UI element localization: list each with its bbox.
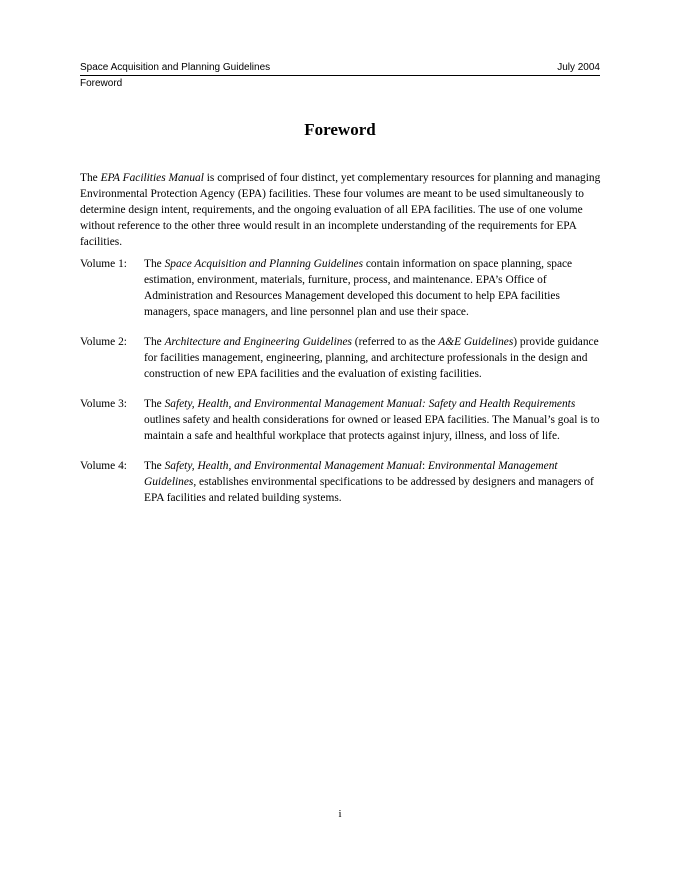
volume-item-4 (80, 458, 602, 506)
volume-text: (referred to as the (351, 336, 439, 348)
header-date: July 2004 (557, 62, 600, 73)
page-title: Foreword (304, 120, 376, 139)
volume-title: Safety, Health, and Environmental Management Manual (164, 460, 422, 472)
volume-item-3 (80, 396, 602, 444)
header-doc-title: Space Acquisition and Planning Guidelines (80, 62, 271, 73)
intro-text-2: is comprised of four distinct, yet complementary resources for planning and managing Environmental Protection Agency (EPA) facilities. These four volumes are meant to be used simultaneously to determine design intent, requirements, and the ongoing evaluation of all EPA facilities. The use of one volume without reference to the other three would result in an incomplete understanding of the requirements for EPA facilities. (80, 172, 601, 248)
volume-description (144, 256, 602, 320)
volume-text: : (421, 460, 428, 472)
header-row (80, 62, 600, 76)
volume-title: Architecture and Engineering Guidelines (164, 336, 352, 348)
volume-label: Volume 2: (80, 336, 127, 348)
volume-text: The (144, 398, 165, 410)
volume-text: contain information on space planning, space estimation, environment, materials, furniture, process, and maintenance. EPA’s Office of Administration and Resources Management developed this document to help EPA facilities managers, space managers, and line personnel plan and use their space. (144, 258, 573, 318)
volume-title-2: Environmental Management Guidelines (144, 460, 558, 488)
volume-title-2: A&E Guidelines (438, 336, 514, 348)
volume-title: Safety, Health, and Environmental Management Manual: Safety and Health Requirements (164, 398, 576, 410)
volume-description (144, 396, 602, 444)
volume-item-1 (80, 256, 602, 320)
intro-paragraph (80, 170, 602, 250)
intro-text-1: The (80, 172, 101, 184)
intro-italic-title: EPA Facilities Manual (100, 172, 204, 184)
header-section: Foreword (80, 78, 123, 89)
running-header (80, 62, 600, 90)
volume-list (80, 256, 602, 520)
volume-text: outlines safety and health considerations for owned or leased EPA facilities. The Manual’s goal is to maintain a safe and healthful workplace that protects against injury, illness, and loss of life. (144, 414, 600, 442)
volume-text: , establishes environmental specifications to be addressed by designers and managers of EPA facilities and related building systems. (144, 476, 594, 504)
volume-label: Volume 3: (80, 398, 127, 410)
volume-label: Volume 1: (80, 258, 127, 270)
volume-text: The (144, 258, 165, 270)
page-number: i (338, 808, 342, 820)
volume-item-2 (80, 334, 602, 382)
volume-text: ) provide guidance for facilities management, engineering, planning, and architecture professionals in the design and construction of new EPA facilities and the evaluation of existing facilities. (144, 336, 599, 380)
volume-text: The (144, 460, 165, 472)
volume-description (144, 334, 602, 382)
volume-title: Space Acquisition and Planning Guidelines (164, 258, 364, 270)
volume-description (144, 458, 602, 506)
volume-text: The (144, 336, 165, 348)
volume-label: Volume 4: (80, 460, 127, 472)
